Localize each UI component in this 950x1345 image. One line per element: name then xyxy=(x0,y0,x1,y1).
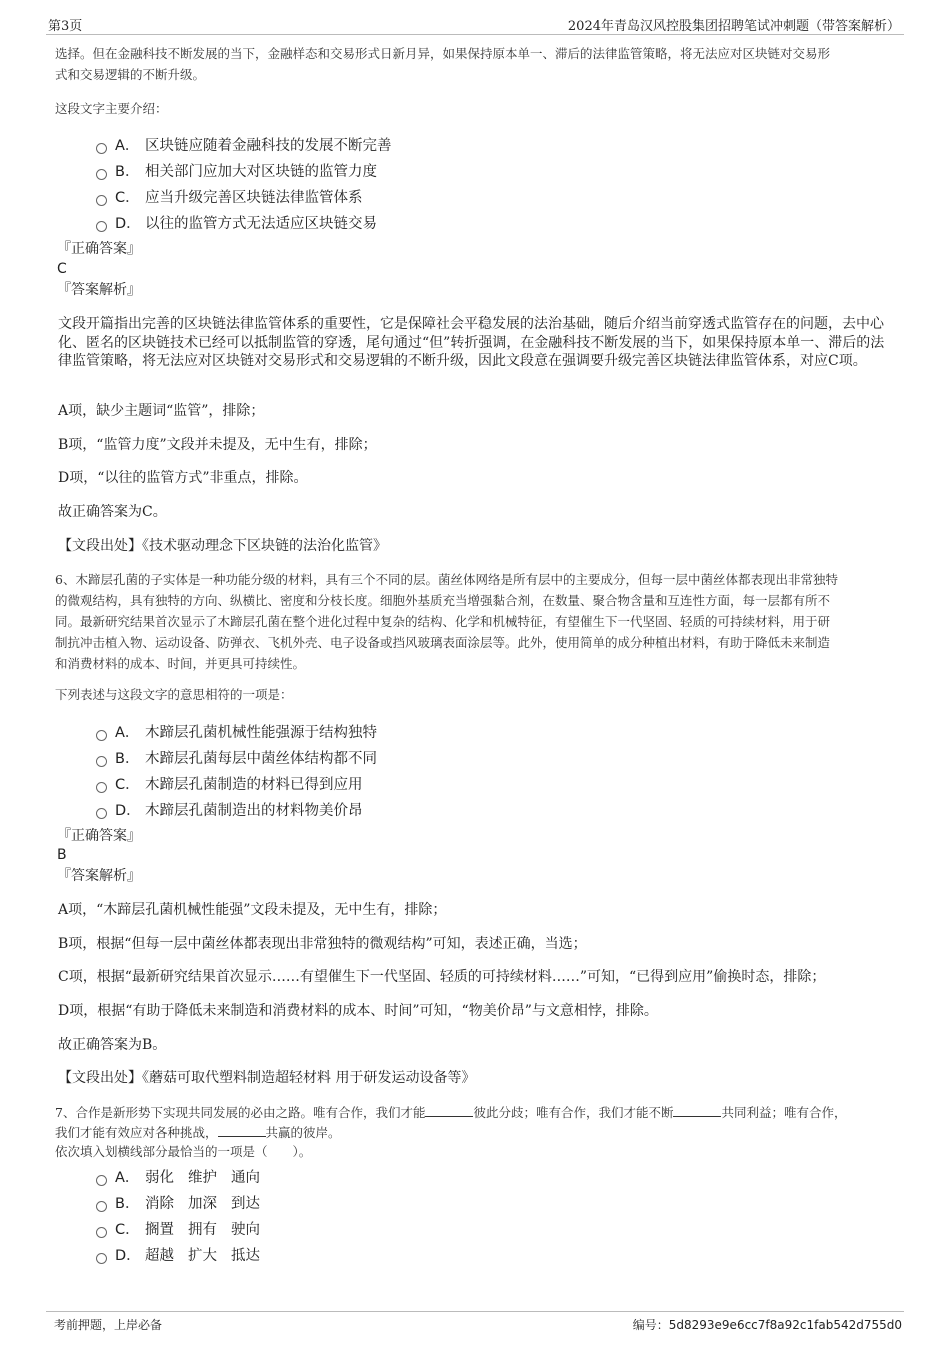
q6-answer-label: 『正确答案』 xyxy=(57,828,141,844)
q6-analysis-d: D项，根据“有助于降低未来制造和消费材料的成本、时间”可知，“物美价昂”与文意相悖，排除。 xyxy=(58,1003,658,1019)
q5-option-a[interactable]: A． 区块链应随着金融科技的发展不断完善 xyxy=(96,134,392,155)
q7-stem: 7、合作是新形势下实现共同发展的必由之路。唯有合作，我们才能 彼此分歧；唯有合作，我们才能不断 共同利益；唯有合作， 我们才能有效应对各种挑战， 共赢的彼岸。 依次填入划横线部分最恰当的一项是（ ）。 xyxy=(55,1102,895,1161)
page-header xyxy=(46,12,904,35)
q5-answer-label: 『正确答案』 xyxy=(57,241,141,257)
q5-analysis-label: 『答案解析』 xyxy=(57,282,141,298)
q5-option-b[interactable]: B． 相关部门应加大对区块链的监管力度 xyxy=(96,160,377,181)
radio-icon[interactable] xyxy=(96,782,107,793)
q5-analysis-main: 文段开篇指出完善的区块链法律监管体系的重要性，它是保障社会平稳发展的法治基础，随后介绍当前穿透式监管存在的问题，去中心化、匿名的区块链技术已经可以抵制监管的穿透，尾句通过“但”转折强调，在金融科技不断发展的当下，如果保持原本单一、滞后的法律监管策略，将无法应对区块链对交易形式和交易逻辑的不断升级，因此文段意在强调要升级完善区块链法律监管体系，对应C项。 xyxy=(58,316,885,369)
radio-icon[interactable] xyxy=(96,143,107,154)
blank-3 xyxy=(218,1124,266,1137)
radio-icon[interactable] xyxy=(96,1253,107,1264)
q6-option-c[interactable]: C． 木蹄层孔菌制造的材料已得到应用 xyxy=(96,773,363,794)
q7-option-c[interactable]: C． 搁置 拥有 驶向 xyxy=(96,1218,260,1239)
q6-answer: B xyxy=(57,847,67,863)
q5-analysis-d: D项，“以往的监管方式”非重点，排除。 xyxy=(58,470,308,486)
q6-option-d[interactable]: D． 木蹄层孔菌制造出的材料物美价昂 xyxy=(96,799,363,820)
q5-answer: C xyxy=(57,261,67,277)
q7-prompt: 依次填入划横线部分最恰当的一项是（ ）。 xyxy=(55,1144,312,1159)
q5-conclusion: 故正确答案为C。 xyxy=(58,504,167,520)
q6-analysis-label: 『答案解析』 xyxy=(57,868,141,884)
radio-icon[interactable] xyxy=(96,756,107,767)
q7-option-b[interactable]: B． 消除 加深 到达 xyxy=(96,1192,260,1213)
q6-prompt: 下列表述与这段文字的意思相符的一项是： xyxy=(55,687,293,702)
q5-option-d[interactable]: D． 以往的监管方式无法适应区块链交易 xyxy=(96,212,377,233)
radio-icon[interactable] xyxy=(96,1175,107,1186)
q6-passage: 6、木蹄层孔菌的子实体是一种功能分级的材料，具有三个不同的层。菌丝体网络是所有层中的主要成分，但每一层中菌丝体都表现出非常独特 的微观结构，具有独特的方向、纵横比、密度和分枝长度。细胞外基质充当增强黏合剂，在数量、聚合物含量和互连性方面，每一层都有所不 同。最新研究结果首次显示了木蹄层孔菌在整个进化过程中复杂的结构、化学和机械特征，有望催生下一代坚固、轻质的可持续材料，用于研 制抗冲击植入物、运动设备、防弹衣、飞机外壳、电子设备或挡风玻璃表面涂层等。此外，使用简单的成分种植出材料，有助于降低未来制造 和消费材料的成本、时间，并更具可持续性。 xyxy=(55,572,838,671)
q7-option-d[interactable]: D． 超越 扩大 抵达 xyxy=(96,1244,260,1265)
document-code: 编号：5d8293e9e6cc7f8a92c1fab542d755d0 xyxy=(632,1318,902,1332)
q5-prompt: 这段文字主要介绍： xyxy=(55,101,168,116)
q6-option-a[interactable]: A． 木蹄层孔菌机械性能强源于结构独特 xyxy=(96,721,377,742)
radio-icon[interactable] xyxy=(96,808,107,819)
radio-icon[interactable] xyxy=(96,169,107,180)
radio-icon[interactable] xyxy=(96,1201,107,1212)
page-footer xyxy=(46,1311,904,1334)
radio-icon[interactable] xyxy=(96,730,107,741)
q6-option-b[interactable]: B． 木蹄层孔菌每层中菌丝体结构都不同 xyxy=(96,747,377,768)
radio-icon[interactable] xyxy=(96,221,107,232)
radio-icon[interactable] xyxy=(96,1227,107,1238)
q6-analysis-a: A项，“木蹄层孔菌机械性能强”文段未提及，无中生有，排除； xyxy=(58,902,447,918)
page-number: 第3页 xyxy=(48,19,83,34)
document-title: 2024年青岛汉风控股集团招聘笔试冲刺题（带答案解析） xyxy=(567,19,900,34)
q5-option-c[interactable]: C． 应当升级完善区块链法律监管体系 xyxy=(96,186,363,207)
radio-icon[interactable] xyxy=(96,195,107,206)
q5-source: 【文段出处】《技术驱动理念下区块链的法治化监管》 xyxy=(58,538,387,554)
q5-analysis-b: B项，“监管力度”文段并未提及，无中生有，排除； xyxy=(58,437,377,453)
q6-source: 【文段出处】《蘑菇可取代塑料制造超轻材料 用于研发运动设备等》 xyxy=(58,1070,476,1086)
q5-passage-tail: 选择。但在金融科技不断发展的当下，金融样态和交易形式日新月异，如果保持原本单一、滞后的法律监管策略，将无法应对区块链对交易形 式和交易逻辑的不断升级。 xyxy=(55,46,831,82)
q6-analysis-c: C项，根据“最新研究结果首次显示……有望催生下一代坚固、轻质的可持续材料……”可知，“已得到应用”偷换时态，排除； xyxy=(58,969,826,985)
blank-2 xyxy=(673,1104,721,1117)
q7-option-a[interactable]: A． 弱化 维护 通向 xyxy=(96,1166,260,1187)
q5-analysis-a: A项，缺少主题词“监管”，排除； xyxy=(58,403,265,419)
footer-slogan: 考前押题，上岸必备 xyxy=(54,1318,163,1332)
blank-1 xyxy=(425,1104,473,1117)
q6-conclusion: 故正确答案为B。 xyxy=(58,1037,167,1053)
q6-analysis-b: B项，根据“但每一层中菌丝体都表现出非常独特的微观结构”可知，表述正确，当选； xyxy=(58,936,587,952)
